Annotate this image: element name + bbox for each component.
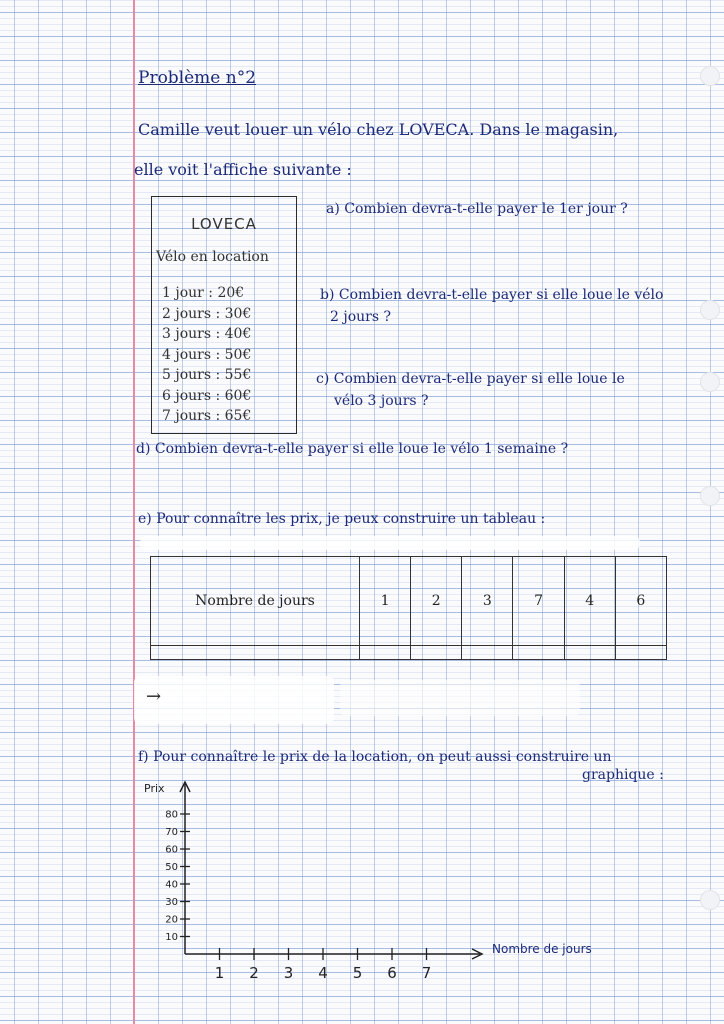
x-tick-label: 3 — [283, 964, 294, 982]
table-cell-empty — [411, 645, 462, 659]
price-line: 5 jours : 55€ — [162, 367, 252, 383]
erased-area — [140, 536, 640, 550]
table-cell-empty — [513, 645, 564, 659]
question-f-line-2: graphique : — [582, 767, 664, 783]
price-poster — [151, 196, 297, 434]
question-c-line-2: vélo 3 jours ? — [334, 393, 429, 409]
y-tick-label: 10 — [165, 932, 178, 943]
poster-subtitle: Vélo en location — [156, 249, 269, 265]
x-tick-label: 6 — [387, 964, 397, 982]
y-tick-label: 30 — [165, 897, 178, 908]
price-line: 2 jours : 30€ — [162, 305, 252, 322]
y-tick-label: 50 — [165, 862, 178, 873]
question-c-line-1: c) Combien devra-t-elle payer si elle loue le — [316, 371, 625, 387]
table-cell-day: 1 — [360, 557, 411, 646]
question-b-line-1: b) Combien devra-t-elle payer si elle loue le vélo — [320, 287, 664, 303]
table-cell-day: 6 — [615, 557, 666, 646]
price-graph — [144, 770, 620, 1000]
table-row — [151, 645, 667, 659]
x-tick-label: 1 — [214, 964, 225, 982]
intro-text — [134, 110, 619, 190]
binder-hole — [700, 372, 720, 392]
table-cell-day: 7 — [513, 557, 564, 646]
poster-shop-name: LOVECA — [191, 215, 257, 233]
binder-hole — [700, 300, 720, 320]
x-tick-label: 4 — [318, 964, 328, 982]
binder-hole — [700, 486, 720, 506]
y-axis-label: Prix — [144, 782, 165, 795]
x-tick-label: 7 — [421, 964, 432, 982]
question-c — [316, 368, 625, 412]
y-tick-label: 80 — [165, 809, 178, 821]
question-e: e) Pour connaître les prix, je peux construire un tableau : — [138, 511, 546, 527]
table-cell-day: 4 — [564, 557, 615, 646]
table-row — [151, 557, 667, 646]
y-tick-label: 60 — [165, 844, 178, 856]
table-row-header: Nombre de jours — [151, 557, 360, 646]
poster-price-list — [162, 283, 251, 427]
price-line: 6 jours : 60€ — [162, 387, 252, 404]
question-d: d) Combien devra-t-elle payer si elle loue le vélo 1 semaine ? — [136, 441, 569, 457]
price-line: 4 jours : 50€ — [162, 346, 252, 363]
price-line: 3 jours : 40€ — [162, 326, 252, 342]
question-b-line-2: 2 jours ? — [330, 309, 391, 325]
question-f: f) Pour connaître le prix de la location, on peut aussi construire un — [138, 749, 612, 765]
y-tick-label: 40 — [165, 879, 178, 891]
table-cell-empty — [360, 645, 411, 659]
erased-area — [340, 680, 580, 716]
y-ticks — [165, 810, 190, 944]
table-cell-empty — [462, 645, 513, 659]
binder-hole — [700, 890, 720, 910]
problem-title: Problème n°2 — [138, 68, 257, 88]
x-tick-label: 5 — [352, 964, 363, 982]
table-cell-empty — [615, 645, 666, 659]
erased-area — [134, 676, 334, 724]
question-b — [320, 284, 663, 328]
binder-hole — [700, 66, 720, 86]
y-tick-label: 70 — [165, 827, 178, 838]
table-cell-day: 3 — [462, 557, 513, 646]
x-ticks — [215, 948, 432, 982]
price-line: 1 jour : 20€ — [162, 285, 245, 301]
table-cell-empty — [151, 645, 360, 659]
question-a: a) Combien devra-t-elle payer le 1er jour ? — [326, 201, 628, 217]
table-cell-empty — [564, 645, 615, 659]
arrow-icon: → — [146, 686, 162, 707]
y-tick-label: 20 — [165, 914, 178, 926]
x-axis-label: Nombre de jours — [492, 942, 592, 956]
days-price-table — [150, 556, 667, 660]
x-tick-label: 2 — [249, 964, 259, 982]
table-cell-day: 2 — [411, 557, 462, 646]
intro-line-1: Camille veut louer un vélo chez LOVECA. Dans le magasin, — [138, 120, 619, 139]
price-line: 7 jours : 65€ — [162, 408, 252, 424]
intro-line-2: elle voit l'affiche suivante : — [134, 160, 352, 179]
